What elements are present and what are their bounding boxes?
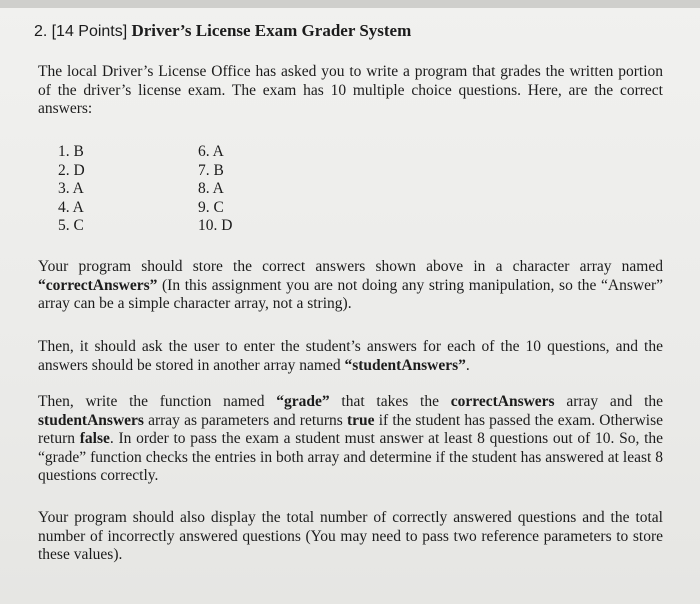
paragraph-text: . In order to pass the exam a student must answer at least 8 questions out of 10. So, the “grade” function checks the entries in both array and determine if the student has answered at least 8 questions correctly. — [38, 430, 664, 484]
storage-paragraph — [38, 258, 663, 314]
bold-term: “correctAnswers” — [38, 276, 158, 294]
question-heading — [34, 20, 411, 43]
bold-term: “studentAnswers” — [344, 356, 466, 374]
bold-term: correctAnswers — [450, 393, 555, 410]
bold-term: true — [347, 411, 375, 429]
paragraph-text: array and the — [554, 393, 664, 410]
answer-column-right — [198, 143, 278, 236]
grade-function-paragraph — [38, 393, 663, 486]
answer-item: 5. C — [58, 217, 84, 234]
paragraph-text: if the student has passed the exam. Otherwise return — [38, 411, 663, 447]
answer-item: 4. A — [58, 198, 84, 216]
paragraph-text: that takes the — [329, 393, 451, 410]
paragraph-text: array as parameters and returns — [143, 411, 347, 429]
display-paragraph: Your program should also display the total number of correctly answered questions and the total number of incorrectly answered questions (You may need to pass two reference parameters to store these values). — [38, 509, 663, 563]
bold-term: “grade” — [276, 393, 330, 410]
answer-item: 7. B — [198, 161, 224, 179]
paragraph-text: Your program should store the correct answers shown above in a character array named — [38, 258, 663, 275]
answer-item: 1. B — [58, 143, 84, 160]
answer-item: 3. A — [58, 180, 84, 197]
bold-term: studentAnswers — [38, 411, 144, 429]
answer-item: 10. D — [198, 217, 233, 234]
paragraph-text: Then, it should ask the user to enter the student’s answers for each of the 10 questions, and the answers should be stored in another array named — [38, 338, 663, 374]
paragraph-text: (In this assignment you are not doing any string manipulation, so the “Answer” array can be a simple character array, not a string). — [38, 276, 663, 312]
answer-item: 8. A — [198, 180, 224, 197]
question-points: [14 Points] — [51, 23, 128, 40]
answer-item: 2. D — [58, 161, 85, 179]
question-number: 2. — [34, 23, 48, 40]
answer-item: 6. A — [198, 143, 224, 160]
question-title: Driver’s License Exam Grader System — [131, 21, 412, 40]
answer-column-left — [58, 143, 138, 236]
page-top-edge — [0, 0, 700, 8]
input-paragraph — [38, 338, 663, 375]
bold-term: false — [79, 430, 110, 447]
answer-item: 9. C — [198, 198, 224, 216]
paragraph-text: . — [465, 356, 470, 374]
paragraph-text: Then, write the function named — [38, 393, 277, 410]
intro-paragraph: The local Driver’s License Office has asked you to write a program that grades the written portion of the driver’s license exam. The exam has 10 multiple choice questions. Here, are the correct answers: — [38, 63, 663, 117]
